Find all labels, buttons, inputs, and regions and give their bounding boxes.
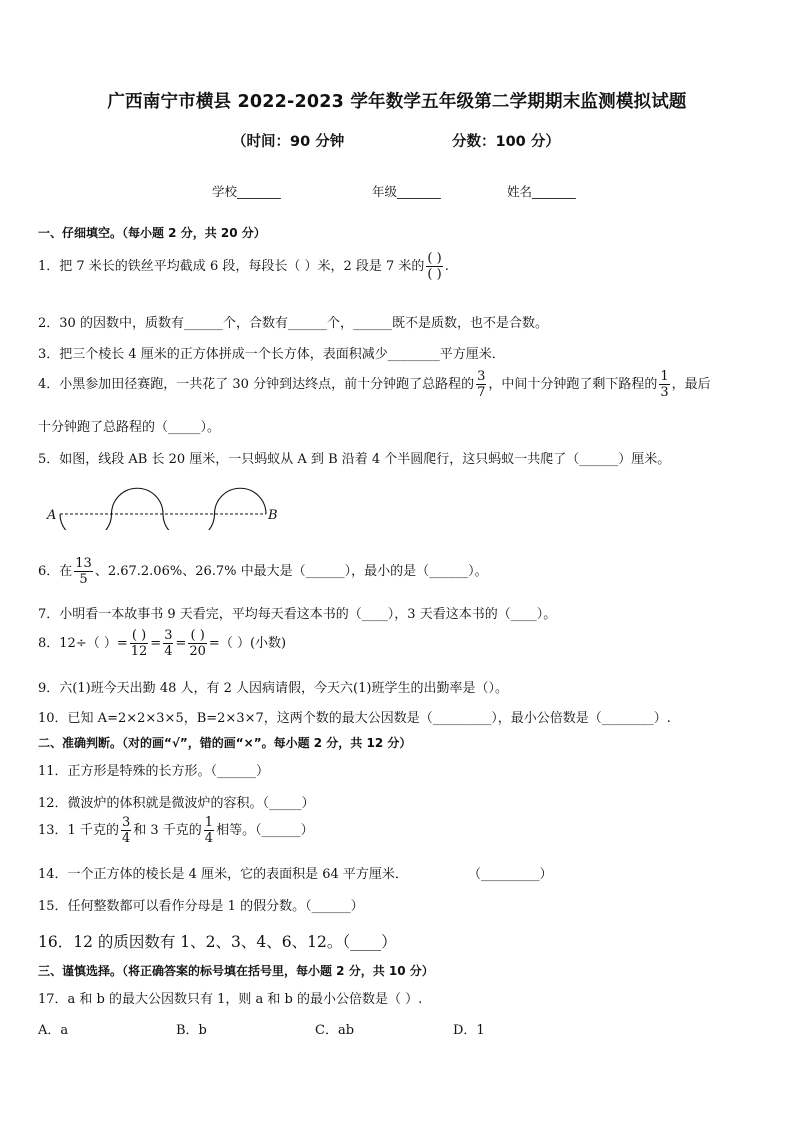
question-16: 16．12 的质因数有 1、2、3、4、6、12。（____） [38,933,397,951]
semicircle-path-figure [40,480,290,530]
exam-score: 分数：100 分） [452,134,560,150]
question-9: 9．六(1)班今天出勤 48 人，有 2 人因病请假，今天六(1)班学生的出勤率是（）。 [38,681,508,696]
section-3-heading: 三、谨慎选择。（将正确答案的标号填在括号里，每小题 2 分，共 10 分） [38,964,434,978]
question-4-fraction-2: $\frac{1}{3}$ [660,369,669,400]
question-1-fraction: $\frac{( )}{( )}$ [427,251,442,282]
question-3: 3．把三个棱长 4 厘米的正方体拼成一个长方体，表面积减少________平方厘米． [38,347,505,362]
semicircle-4 [215,488,267,514]
question-4-fraction-1: $\frac{3}{7}$ [477,369,486,400]
point-b-label: B [268,508,278,523]
option-a[interactable]: A．a [38,1023,69,1038]
question-6: 6．在 $\frac{13}{5}$ 、2.67.2.06%、26.7% 中最大是（______），最小的是（______）。 [38,556,488,587]
question-5: 5．如图，线段 AB 长 20 厘米，一只蚂蚁从 A 到 B 沿着 4 个半圆爬行，这只蚂蚁一共爬了（______）厘米。 [38,452,671,467]
question-8-fraction-2: $\frac{3}{4}$ [164,628,173,659]
exam-title: 广西南宁市横县 2022-2023 学年数学五年级第二学期期末监测模拟试题 [107,92,687,112]
option-b[interactable]: B．b [176,1023,207,1038]
question-1: 1．把 7 米长的铁丝平均截成 6 段，每段长（ ）米，2 段是 7 米的 $\frac{( )}{( )}$ . [38,251,449,282]
question-12: 12．微波炉的体积就是微波炉的容积。（_____） [38,796,315,811]
exam-time: （时间：90 分钟 [232,134,345,150]
question-8-fraction-1: $\frac{( )}{12}$ [130,628,148,659]
name-field: 姓名_______ [507,184,576,199]
question-4: 4．小黑参加田径赛跑，一共花了 30 分钟到达终点，前十分钟跑了总路程的 $\frac{3}{7}$ ，中间十分钟跑了剩下路程的 $\frac{1}{3}$ ，最后 [38,369,711,400]
question-2: 2．30 的因数中，质数有______个，合数有______个，______既不是质数，也不是合数。 [38,316,548,331]
question-8-fraction-3: $\frac{( )}{20}$ [189,628,206,659]
school-field: 学校_______ [212,184,281,199]
question-11: 11．正方形是特殊的长方形。（______） [38,764,270,779]
section-1-heading: 一、仔细填空。（每小题 2 分，共 20 分） [38,226,266,240]
option-d[interactable]: D．1 [453,1023,485,1038]
question-7: 7．小明看一本故事书 9 天看完，平均每天看这本书的（____），3 天看这本书的（____）。 [38,607,557,622]
question-15: 15．任何整数都可以看作分母是 1 的假分数。（______） [38,899,364,914]
question-14-answer-paren: （_________） [468,867,553,882]
question-6-fraction: $\frac{13}{5}$ [75,556,92,587]
point-a-label: A [47,508,57,523]
question-10: 10．已知 A=2×2×3×5，B=2×3×7，这两个数的最大公因数是（_________），最小公倍数是（________）. [38,711,671,726]
grade-field: 年级_______ [372,184,441,199]
semicircle-1 [60,514,112,530]
question-8: 8．12÷（ ）= $\frac{( )}{12}$ = $\frac{3}{4}$ = $\frac{( )}{20}$ =（ ）(小数) [38,628,287,659]
question-13: 13．1 千克的 $\frac{3}{4}$ 和 3 千克的 $\frac{1}{4}$ 相等。（______） [38,815,314,846]
semicircle-3 [163,514,215,530]
question-14: 14．一个正方体的棱长是 4 厘米，它的表面积是 64 平方厘米． [38,867,408,882]
question-13-fraction-1: $\frac{3}{4}$ [121,815,131,846]
question-17: 17．a 和 b 的最大公因数只有 1，则 a 和 b 的最小公倍数是（ ）. [38,992,423,1007]
question-4-continued: 十分钟跑了总路程的（_____）。 [38,420,221,435]
question-13-fraction-2: $\frac{1}{4}$ [204,815,214,846]
section-2-heading: 二、准确判断。（对的画“√”，错的画“×”。每小题 2 分，共 12 分） [38,736,412,750]
semicircle-2 [112,488,164,514]
option-c[interactable]: C．ab [315,1023,355,1038]
question-1-text: 1．把 7 米长的铁丝平均截成 6 段，每段长（ ）米，2 段是 7 米的 [38,259,425,274]
